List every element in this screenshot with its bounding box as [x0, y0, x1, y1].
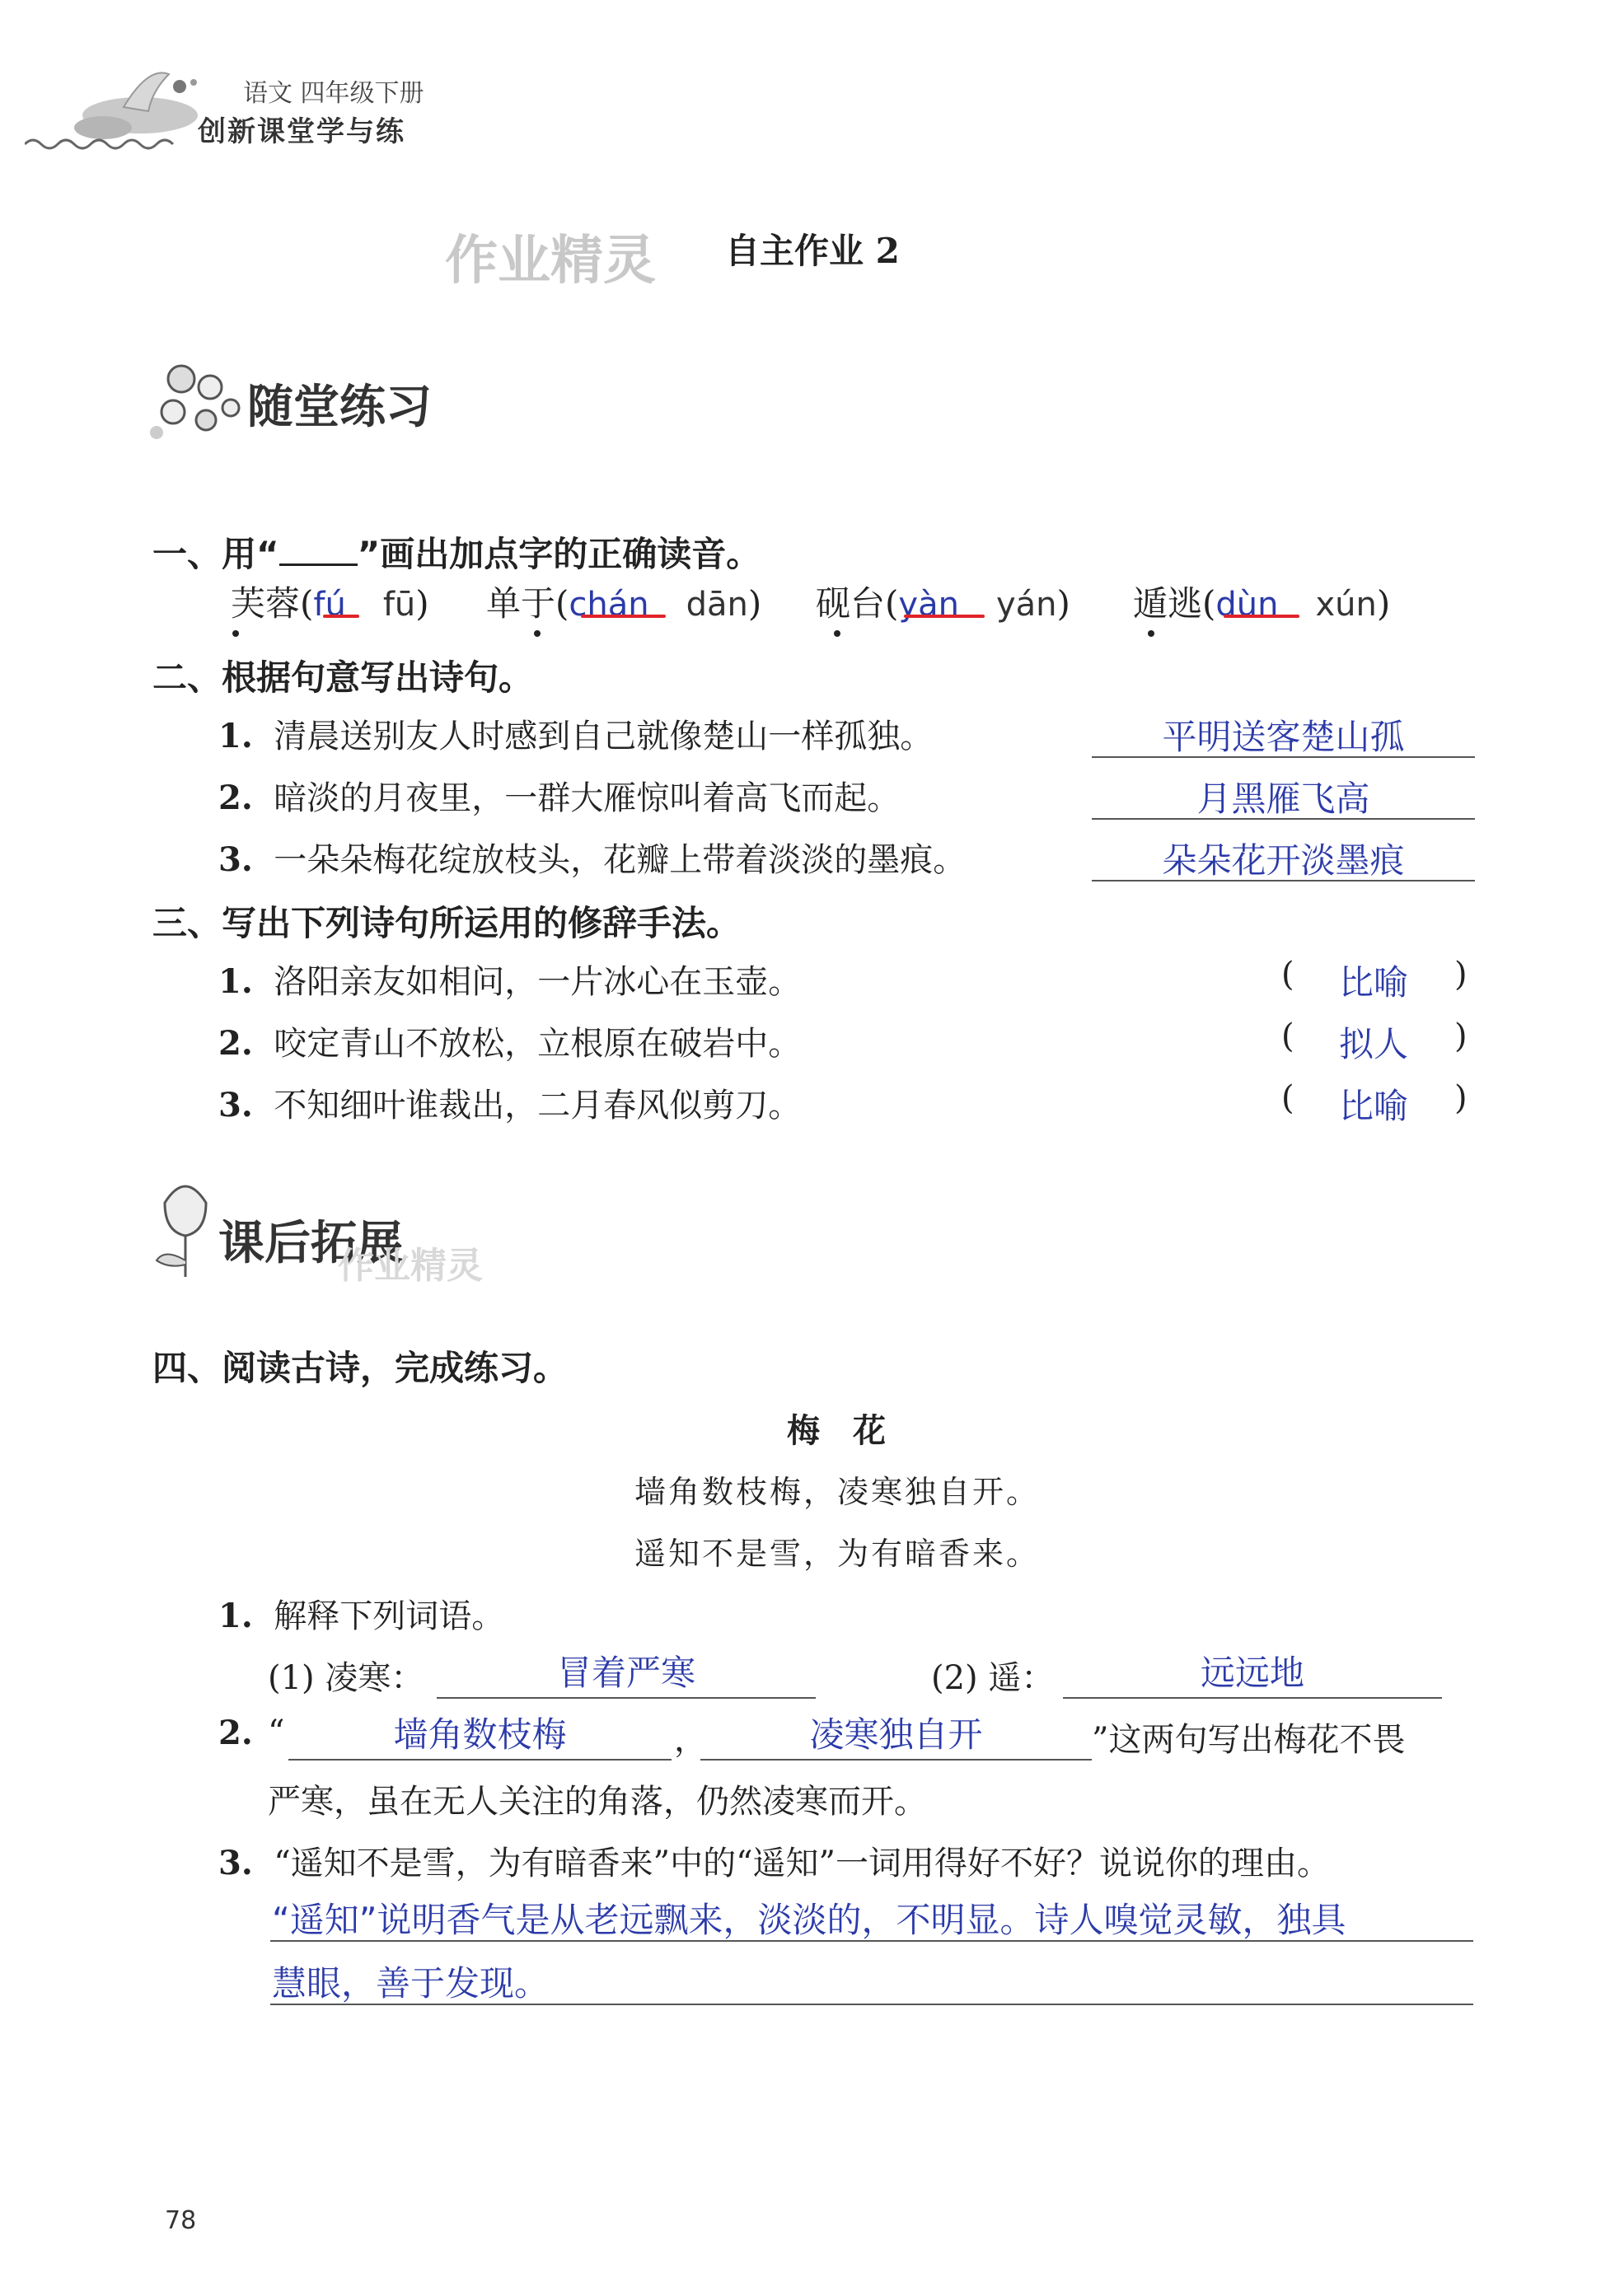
q4-sub-num: 1.: [218, 1597, 253, 1635]
q1-item: [1133, 577, 1390, 626]
series-line2: 创新课堂学与练: [198, 115, 405, 148]
q2-heading: 二、根据句意写出诗句。: [152, 657, 534, 698]
q1-word: 芙蓉: [231, 583, 301, 624]
q2-answer[interactable]: 平明送客楚山孤: [1162, 717, 1405, 757]
watermark-banner: 作业精灵: [338, 1245, 483, 1287]
extension-banner: [148, 1170, 560, 1285]
q1-option[interactable]: xún: [1315, 586, 1377, 624]
q4-sub-text: 解释下列词语。: [274, 1597, 505, 1635]
q4-sub1a-answer[interactable]: 冒着严寒: [556, 1653, 695, 1693]
q1-item: [486, 577, 761, 626]
page-title: 自主作业 2: [725, 231, 900, 271]
page-number: 78: [165, 2206, 197, 2235]
q2-answer[interactable]: 月黑雁飞高: [1196, 779, 1370, 819]
q4-sub2-open: “: [268, 1714, 285, 1751]
answer-underline: [1224, 615, 1299, 618]
q1-word: 砚台: [816, 583, 886, 624]
q4-sub1a-line: [437, 1697, 816, 1699]
paren-open: (: [885, 583, 899, 624]
bird-logo-icon: [25, 49, 214, 157]
q2-item-num: 2.: [218, 779, 253, 817]
q2-item-text: 暗淡的月夜里，一群大雁惊叫着高飞而起。: [274, 779, 901, 817]
q4-heading: 四、阅读古诗，完成练习。: [152, 1348, 569, 1388]
q4-sub1b-label: (2) 遥：: [931, 1659, 1055, 1697]
q4-sub1a-label: (1) 凌寒：: [268, 1659, 424, 1697]
paren-close: ): [1376, 583, 1391, 624]
q1-option[interactable]: yán: [995, 586, 1057, 624]
answer-underline: [581, 615, 666, 618]
q4-sub2-rest: ”这两句写出梅花不畏: [1092, 1721, 1406, 1759]
q3-item: [218, 1079, 801, 1126]
q2-item: [218, 710, 933, 757]
q1-heading-pre: 一、用“: [152, 534, 279, 574]
q3-item-num: 3.: [218, 1086, 253, 1125]
header-logo: [25, 49, 214, 157]
q1-option[interactable]: yàn: [898, 586, 959, 624]
q4-sub3-answer-line2[interactable]: 慧眼，善于发现。: [272, 1963, 550, 2004]
q2-item: [218, 834, 966, 881]
q2-item-num: 3.: [218, 840, 253, 879]
series-line1: 语文 四年级下册: [243, 79, 424, 108]
q1-option[interactable]: dùn: [1215, 586, 1279, 624]
q4-sub1: [218, 1590, 504, 1637]
q4-sub3-line1: [270, 1940, 1473, 1942]
q1-option[interactable]: fú: [313, 586, 346, 624]
q3-item-num: 1.: [218, 962, 253, 1001]
q1-option[interactable]: chán: [569, 586, 649, 624]
emphasis-dot: [232, 630, 239, 637]
q4-sub1b-answer[interactable]: 远远地: [1200, 1653, 1304, 1693]
q1-heading-blank: [279, 523, 358, 566]
q1-item: [231, 577, 429, 626]
q4-sub2-answer1[interactable]: 墙角数枝梅: [393, 1714, 567, 1755]
q3-answer[interactable]: 拟人: [1339, 1024, 1409, 1064]
emphasis-dot: [534, 630, 541, 637]
q3-heading: 三、写出下列诗句所运用的修辞手法。: [152, 903, 742, 943]
emphasis-dot: [834, 630, 840, 637]
q4-sub2-line1: [288, 1759, 672, 1761]
watermark-top: 作业精灵: [445, 231, 656, 292]
extension-banner-label: 课后拓展: [218, 1217, 403, 1270]
flower-cluster-icon: [148, 354, 247, 445]
paren-open: (: [1202, 583, 1216, 624]
q4-sub3-line2: [270, 2004, 1473, 2005]
q1-word: 单于: [486, 583, 556, 624]
q3-item-text: 不知细叶谁裁出，二月春风似剪刀。: [274, 1087, 802, 1125]
q4-sub2-num: 2.: [218, 1714, 253, 1752]
emphasis-dot: [1148, 630, 1154, 637]
q3-item: [218, 956, 801, 1003]
q1-option[interactable]: fū: [382, 586, 416, 624]
q2-answer[interactable]: 朵朵花开淡墨痕: [1162, 840, 1405, 881]
answer-underline: [323, 615, 359, 618]
paren-close: ): [415, 583, 429, 624]
poem-line: 墙角数枝梅，凌寒独自开。: [634, 1474, 1041, 1510]
q3-answer[interactable]: 比喻: [1339, 962, 1409, 1003]
q4-sub2-comma: ，: [674, 1721, 707, 1759]
q2-item-num: 1.: [218, 717, 253, 755]
q4-sub2-answer2[interactable]: 凌寒独自开: [809, 1714, 983, 1755]
poem-line: 遥知不是雪，为有暗香来。: [634, 1536, 1041, 1572]
q4-sub3: [218, 1837, 1330, 1884]
practice-banner: [148, 354, 560, 445]
q3-item-num: 2.: [218, 1024, 253, 1063]
paren-open: (: [300, 583, 314, 624]
q1-item: [816, 577, 1070, 626]
q1-word: 遁逃: [1133, 583, 1203, 624]
q4-sub2-line2-text: 严寒，虽在无人关注的角落，仍然凌寒而开。: [268, 1783, 927, 1821]
paren-close: ): [1056, 583, 1070, 624]
q2-item-text: 清晨送别友人时感到自己就像楚山一样孤独。: [274, 718, 934, 755]
paren-close: ): [747, 583, 762, 624]
q3-item-text: 咬定青山不放松，立根原在破岩中。: [274, 1025, 802, 1063]
q4-sub3-answer-line1[interactable]: “遥知”说明香气是从老远飘来，淡淡的，不明显。诗人嗅觉灵敏，独具: [272, 1900, 1346, 1940]
paren-open: (: [555, 583, 569, 624]
q2-item: [218, 772, 900, 819]
q1-heading-post: ”画出加点字的正确读音。: [357, 534, 761, 574]
q4-sub-num: 3.: [218, 1844, 253, 1882]
q2-item-text: 一朵朵梅花绽放枝头，花瓣上带着淡淡的墨痕。: [274, 841, 967, 879]
answer-underline: [904, 615, 985, 618]
q4-sub2-line2: [700, 1759, 1092, 1761]
q4-sub-text: “遥知不是雪，为有暗香来”中的“遥知”一词用得好不好？说说你的理由。: [274, 1845, 1330, 1882]
poem-title: 梅 花: [787, 1412, 886, 1450]
q3-answer[interactable]: 比喻: [1339, 1086, 1409, 1126]
practice-banner-label: 随堂练习: [247, 381, 432, 434]
tulip-icon: [148, 1170, 222, 1285]
q1-heading: [152, 523, 761, 577]
q3-item-text: 洛阳亲友如相问，一片冰心在玉壶。: [274, 963, 802, 1001]
q1-option[interactable]: dān: [686, 586, 748, 624]
q3-item: [218, 1017, 801, 1064]
q4-sub1b-line: [1063, 1697, 1442, 1699]
